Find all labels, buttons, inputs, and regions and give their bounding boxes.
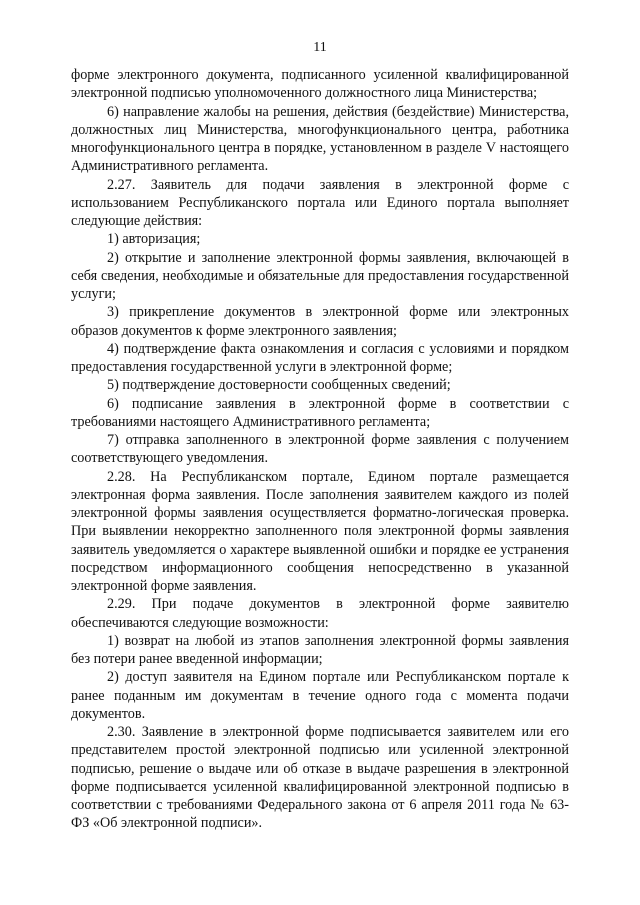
list-item-return-to-step: 1) возврат на любой из этапов заполнения электронной формы заявления без потери ранее введенной информации;	[71, 632, 569, 667]
paragraph-2-27: 2.27. Заявитель для подачи заявления в электронной форме с использованием Республиканского портала или Единого портала выполняет следующие действия:	[71, 176, 569, 229]
list-item-confirm-accuracy: 5) подтверждение достоверности сообщенных сведений;	[107, 377, 451, 394]
page-number: 11	[313, 40, 327, 55]
list-item-open-form: 2) открытие и заполнение электронной формы заявления, включающей в себя сведения, необходимые и обязательные для предоставления государственной услуги;	[71, 249, 569, 302]
paragraph-2-29: 2.29. При подаче документов в электронной форме заявителю обеспечиваются следующие возможности:	[71, 596, 569, 631]
list-item-access-documents: 2) доступ заявителя на Едином портале или Республиканском портале к ранее поданным им документам в течение одного года с момента подачи документов.	[71, 669, 569, 722]
document-body	[71, 66, 569, 833]
list-item-attach-documents: 3) прикрепление документов в электронной форме или электронных образов документов к форме электронного заявления;	[71, 304, 569, 339]
paragraph-item-6-complaint: 6) направление жалобы на решения, действия (бездействие) Министерства, должностных лиц Министерства, многофункционального центра, работника многофункционального центра в порядке, установленном в разделе V настоящего Административного регламента.	[71, 103, 569, 175]
list-item-send-application: 7) отправка заполненного в электронной форме заявления с получением соответствующего уведомления.	[71, 432, 569, 467]
list-item-authorization: 1) авторизация;	[107, 231, 201, 248]
list-item-sign-application: 6) подписание заявления в электронной форме в соответствии с требованиями настоящего Административного регламента;	[71, 395, 569, 430]
paragraph-continuation: форме электронного документа, подписанного усиленной квалифицированной электронной подписью уполномоченного должностного лица Министерства;	[71, 67, 569, 102]
paragraph-2-28: 2.28. На Республиканском портале, Едином портале размещается электронная форма заявления. После заполнения заявителем каждого из полей электронной формы заявления осуществляется форматно-логическая проверка. При выявлении некорректно заполненного поля электронной формы заявления заявитель уведомляется о характере выявленной ошибки и порядке ее устранения посредством информационного сообщения непосредственно в указанной электронной форме заявления.	[71, 468, 569, 594]
paragraph-2-30: 2.30. Заявление в электронной форме подписывается заявителем или его представителем простой электронной подписью или усиленной электронной подписью, решение о выдаче или об отказе в выдаче разрешения в электронной форме подписывается усиленной квалифицированной электронной подписью в соответствии с требованиями Федерального закона от 6 апреля 2011 года № 63-ФЗ «Об электронной подписи».	[71, 724, 569, 832]
list-item-confirm-consent: 4) подтверждение факта ознакомления и согласия с условиями и порядком предоставления государственной услуги в электронной форме;	[71, 340, 569, 375]
